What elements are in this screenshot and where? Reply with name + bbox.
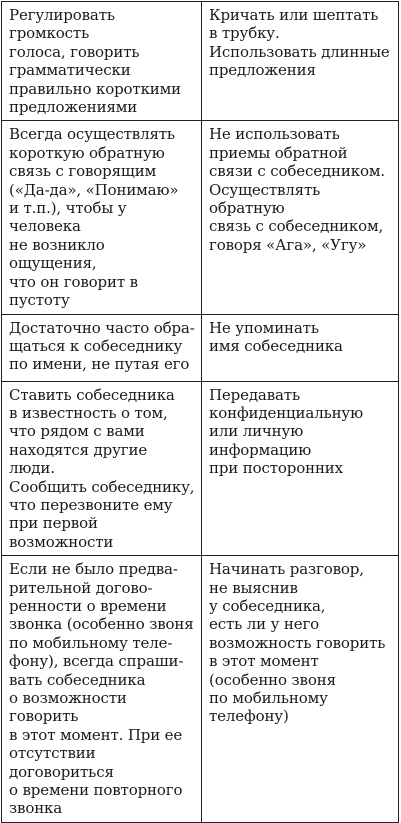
recommended-text: Достаточно часто обра- щаться к собеседнику по имени, не путая его	[9, 318, 195, 374]
not-recommended-text: Не использовать приемы обратной связи с собеседником. Осуществлять обратную связь с собеседником, говоря «Ага», «Угу»	[209, 125, 385, 254]
not-recommended-cell	[202, 381, 399, 556]
recommended-text: Ставить собеседника в известность о том, что рядом с вами находятся другие люди. Сообщить собеседнику, что перезвоните ему при первой возможности	[9, 385, 195, 551]
not-recommended-cell	[202, 556, 399, 823]
not-recommended-cell	[202, 2, 399, 121]
table-row	[2, 2, 399, 121]
table-row	[2, 314, 399, 381]
not-recommended-text: Не упоминать имя собеседника	[209, 318, 343, 355]
not-recommended-text: Кричать или шептать в трубку. Использовать длинные предложения	[209, 6, 390, 80]
not-recommended-text: Передавать конфиденциальную или личную информацию при посторонних	[209, 385, 364, 478]
recommended-cell	[2, 556, 202, 823]
recommended-cell	[2, 381, 202, 556]
not-recommended-cell	[202, 314, 399, 381]
table-row	[2, 381, 399, 556]
recommended-cell	[2, 2, 202, 121]
recommended-text: Регулировать громкость голоса, говорить грамматически правильно короткими предложениями	[9, 6, 182, 117]
recommended-text: Если не было предва- рительной догово- ренности о времени звонка (особенно звоня по мобильному теле- фону), всегда спраши- вать собеседника о возможности говорить в этот момент. При ее отсутствии договориться о времени повторного звонка	[9, 560, 194, 818]
etiquette-table	[1, 1, 399, 823]
not-recommended-text: Начинать разговор, не выяснив у собеседника, есть ли у него возможность говорить в этот момент (особенно звоня по мобильному телефону)	[209, 560, 386, 726]
recommended-cell	[2, 314, 202, 381]
recommended-text: Всегда осуществлять короткую обратную связь с говорящим («Да-да», «Понимаю» и т.п.), чтобы у человека не возникло ощущения, что он говорит в пустоту	[9, 125, 179, 310]
table-row	[2, 121, 399, 314]
recommended-cell	[2, 121, 202, 314]
not-recommended-cell	[202, 121, 399, 314]
table-row	[2, 556, 399, 823]
